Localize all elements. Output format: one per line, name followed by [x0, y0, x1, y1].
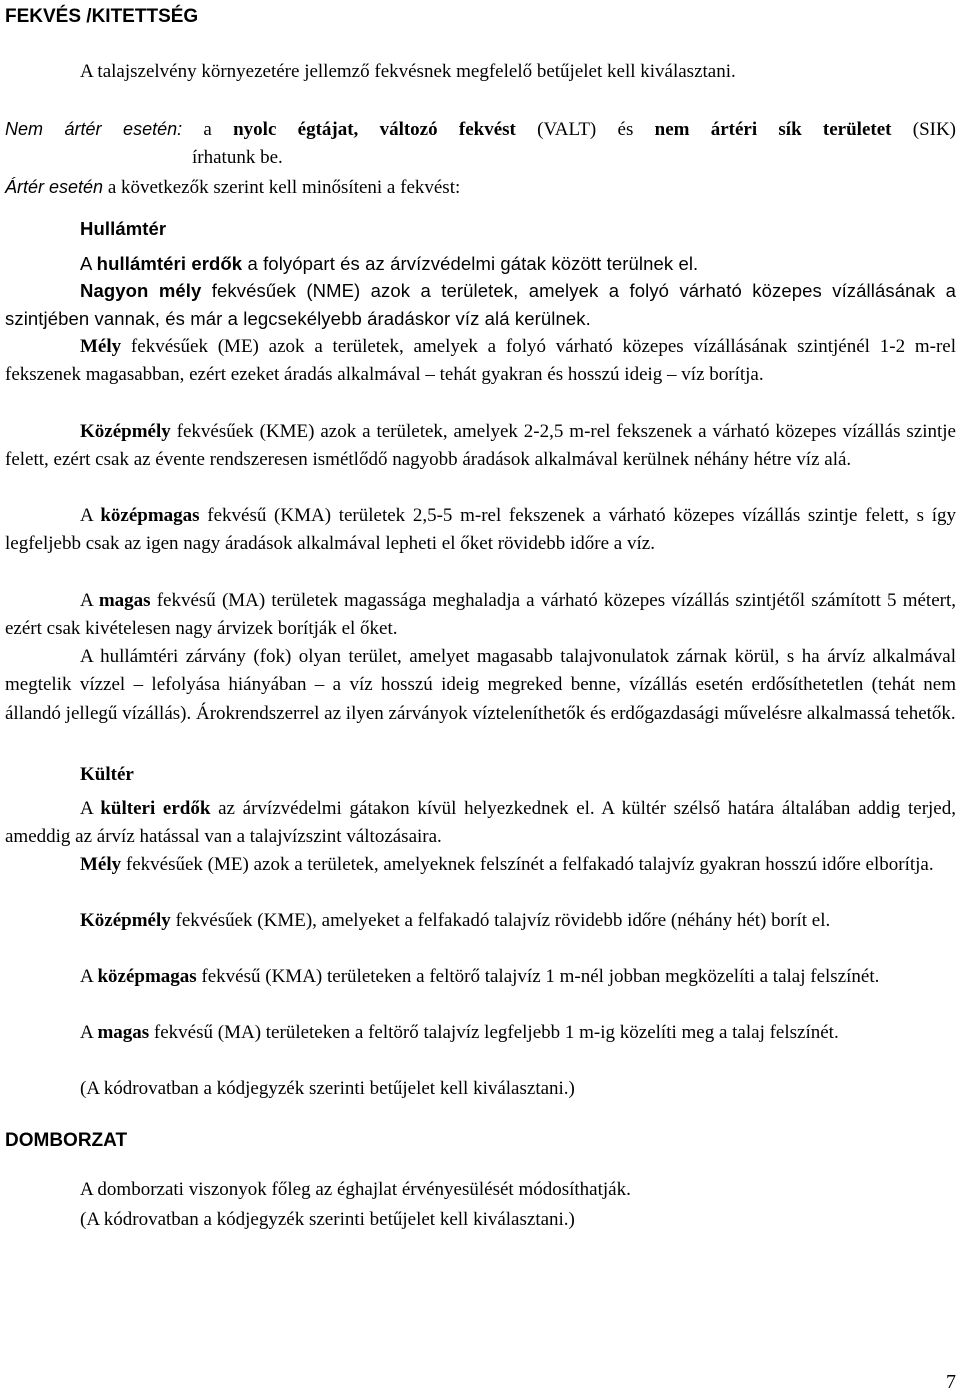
hullamter-paragraph-1: A hullámtéri erdők a folyópart és az árvízvédelmi gátak között terülnek el.	[80, 253, 699, 274]
section-heading-domborzat: DOMBORZAT	[5, 1130, 128, 1151]
intro-paragraph: A talajszelvény környezetére jellemző fekvésnek megfelelő betűjelet kell kiválasztani.	[80, 61, 736, 82]
page-number: 7	[946, 1370, 956, 1393]
kulter-paragraph-4: A középmagas fekvésű (KMA) területeken a feltörő talajvíz 1 m-nél jobban megközelíti a talaj felszínét.	[80, 966, 880, 987]
nem-arter-paragraph: Nem ártér esetén: a nyolc égtájat, változó fekvést (VALT) és nem ártéri sík területet (SIK)	[5, 119, 957, 140]
kulter-paragraph-1: A külteri erdők az árvízvédelmi gátakon kívül helyezkednek el. A kültér szélső határa általában addig terjed, ameddig az árvíz hatással van a talajvízszint változásaira.	[5, 798, 956, 848]
hullamter-paragraph-3: Mély fekvésűek (ME) azok a területek, amelyek a folyó várható közepes vízállásának szintjénél 1-2 m-rel fekszenek magasabban, ezért ezeket áradás alkalmával – tehát gyakran és hosszú ideig – víz borítja.	[5, 336, 956, 386]
arter-paragraph: Ártér esetén a következők szerint kell minősíteni a fekvést:	[5, 177, 461, 198]
kulter-note: (A kódrovatban a kódjegyzék szerinti betűjelet kell kiválasztani.)	[80, 1078, 575, 1099]
hullamter-paragraph-6: A magas fekvésű (MA) területek magassága meghaladja a várható közepes vízállás szintjétől számított 5 métert, ezért csak kivételesen nagy árvizek borítják el őket.	[5, 590, 956, 640]
arter-lead: Ártér esetén	[5, 177, 104, 197]
nem-arter-continuation: írhatunk be.	[192, 147, 283, 168]
hullamter-paragraph-7: A hullámtéri zárvány (fok) olyan terület, amelyet magasabb talajvonulatok zárnak körül, s ha árvíz alkalmával megtelik vízzel – lefolyása hiányában – a víz hosszú ideig megreked benne, vízállás esetén erdősíthetetlen (tehát nem állandó jellegű vízállás). Árokrendszerrel az ilyen zárványok vízteleníthetők és erdőgazdasági művelésre alkalmassá tehetők.	[5, 646, 956, 724]
kulter-paragraph-3: Középmély fekvésűek (KME), amelyeket a felfakadó talajvíz rövidebb időre (néhány hét) borít el.	[80, 910, 831, 931]
hullamter-paragraph-4: Középmély fekvésűek (KME) azok a területek, amelyek 2-2,5 m-rel fekszenek a várható közepes vízállás szintje felett, ezért csak az évente rendszeresen ismétlődő nagyobb áradások alkalmával kerülnek néhány hétre víz alá.	[5, 421, 956, 471]
section-heading-fekves: FEKVÉS /KITETTSÉG	[5, 6, 199, 27]
domborzat-paragraph: A domborzati viszonyok főleg az éghajlat érvényesülését módosíthatják.	[80, 1179, 631, 1200]
kulter-paragraph-2: Mély fekvésűek (ME) azok a területek, amelyeknek felszínét a felfakadó talajvíz gyakran hosszú időre elborítja.	[80, 854, 934, 875]
hullamter-paragraph-5: A középmagas fekvésű (KMA) területek 2,5-5 m-rel fekszenek a várható közepes vízállás szintje felett, s így legfeljebb csak az igen nagy áradások alkalmával lepheti el őket rövidebb időre a víz.	[5, 505, 956, 555]
hullamter-paragraph-2: Nagyon mély fekvésűek (NME) azok a területek, amelyek a folyó várható közepes vízállásának a szintjében vannak, és már a legcsekélyebb áradáskor víz alá kerülnek.	[5, 280, 956, 330]
kulter-paragraph-5: A magas fekvésű (MA) területeken a feltörő talajvíz legfeljebb 1 m-ig közelíti meg a talaj felszínét.	[80, 1022, 839, 1043]
domborzat-note: (A kódrovatban a kódjegyzék szerinti betűjelet kell kiválasztani.)	[80, 1209, 575, 1230]
nem-arter-lead: Nem ártér esetén:	[5, 119, 183, 139]
subheading-hullamter: Hullámtér	[80, 218, 167, 239]
subheading-kulter: Kültér	[80, 764, 134, 785]
